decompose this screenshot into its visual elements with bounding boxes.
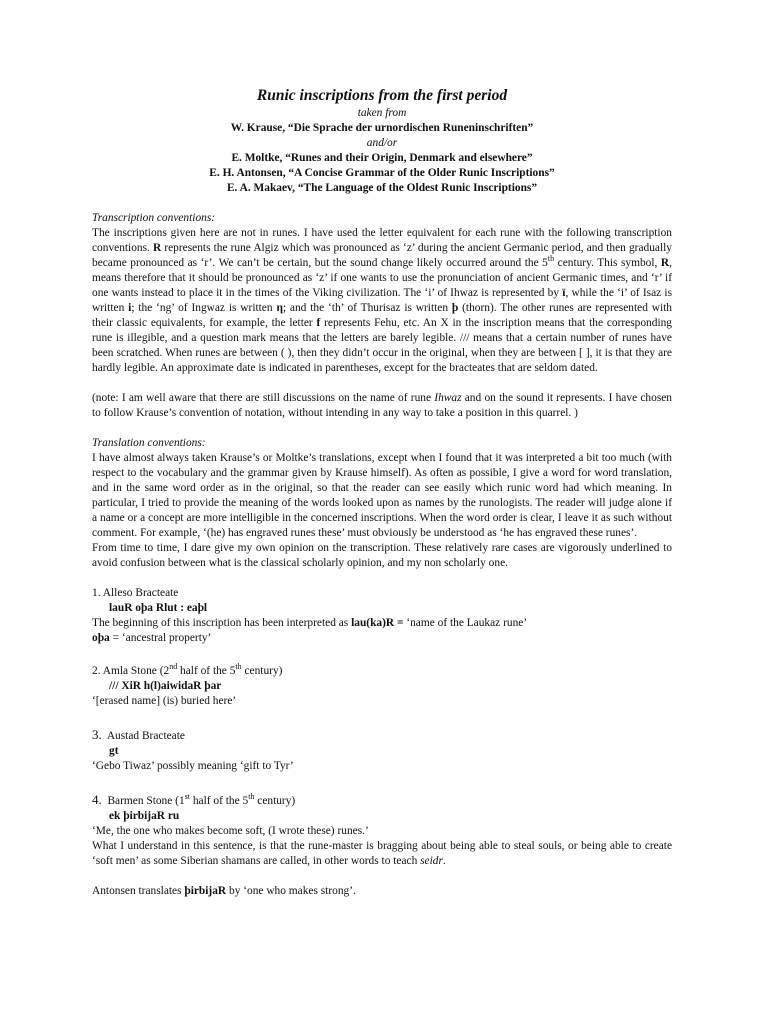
- transcription-heading: Transcription conventions:: [92, 212, 216, 224]
- text-run: (note: I am well aware that there are still discussions on the name of rune: [92, 392, 435, 404]
- item-4-line-3: [92, 884, 672, 899]
- text-run: and on the sound it represents. I have chosen to follow Krause’s convention of notation, without intending in any way to take a position in this quarrel. ): [92, 392, 672, 419]
- taken-from: taken from: [357, 107, 407, 119]
- text-run: , means therefore that it should be pronounced as ‘z’ if one wants to use the pronunciation of ancient Germanic times, and ‘r’ if one wants instead to place it in the times of the Viking civilization. The ‘i’ of Ihwaz is represented by: [92, 257, 672, 299]
- reference-antonsen: E. H. Antonsen, “A Concise Grammar of the Older Runic Inscriptions”: [209, 167, 555, 179]
- superscript: th: [248, 792, 255, 801]
- text-run: = ‘ancestral property’: [109, 632, 212, 644]
- item-1-title: 1. Alleso Bracteate: [92, 587, 179, 599]
- runic-word: oþa: [92, 632, 110, 644]
- text-run: half of the 5: [189, 795, 249, 807]
- text-run: Austad Bracteate: [106, 730, 185, 742]
- text-run: ; and the ‘th’ of Thurisaz is written: [282, 302, 452, 314]
- reference-moltke: E. Moltke, “Runes and their Origin, Denmark and elsewhere”: [231, 152, 533, 164]
- text-run: .: [442, 855, 446, 867]
- symbol-r: R: [660, 257, 670, 269]
- item-4-line: ‘Me, the one who makes become soft, (I wrote these) runes.’: [92, 825, 369, 837]
- item-1-line: [92, 616, 672, 631]
- text-run: What I understand in this sentence, is that the rune-master is bragging about being able to steal souls, or being able to create ‘soft men’ as some Siberian shamans are called, in other words to teach: [92, 840, 672, 867]
- superscript: th: [547, 254, 555, 263]
- reference-krause: W. Krause, “Die Sprache der urnordischen Runeninschriften”: [230, 122, 534, 134]
- symbol-eta: η: [276, 302, 283, 314]
- rune-name: Ihwaz: [434, 392, 462, 404]
- text-run: by ‘one who makes strong’.: [226, 885, 356, 897]
- superscript: st: [184, 792, 190, 801]
- text-run: represents the rune Algiz which was pronounced as ‘z’ during the ancient Germanic period, and then gradually became pronounced as ‘r’. We can’t be certain, but the sound change likely occurred around the 5: [92, 242, 672, 269]
- symbol-f: f: [316, 317, 321, 329]
- text-run: century. This symbol,: [554, 257, 661, 269]
- document-page: [92, 86, 672, 899]
- text-run: century): [254, 795, 296, 807]
- and-or: and/or: [366, 137, 398, 149]
- item-4-inscription: ek þirbijaR ru: [109, 810, 180, 822]
- note-paragraph: [92, 391, 672, 421]
- item-3-inscription: gt: [109, 745, 119, 757]
- item-1-inscription: lauR oþa Rlut : eaþl: [109, 602, 208, 614]
- document-title: Runic inscriptions from the first period: [256, 87, 508, 104]
- text-run: Barmen Stone (1: [107, 795, 185, 807]
- reference-makaev: E. A. Makaev, “The Language of the Oldest Runic Inscriptions”: [226, 182, 538, 194]
- item-3-line: ‘Gebo Tiwaz’ possibly meaning ‘gift to Tyr’: [92, 760, 294, 772]
- symbol-thorn: þ: [451, 302, 459, 314]
- term: seidr: [420, 855, 443, 867]
- runic-word: þirbijaR: [184, 885, 227, 897]
- text-run: Antonsen translates: [92, 885, 185, 897]
- text-run: The beginning of this inscription has been interpreted as: [92, 617, 352, 629]
- text-run: ; the ‘ng’ of Ingwaz is written: [131, 302, 277, 314]
- translation-heading: Translation conventions:: [92, 437, 206, 449]
- item-2-inscription: /// XiR h(l)aiwidaR þar: [109, 680, 222, 692]
- item-4-paragraph: [92, 839, 672, 869]
- text-run: represents Fehu, etc. An X in the inscription means that the corresponding rune is illegible, and a question mark means that the letters are barely legible. /// means that a certain number of runes have been scratched. When runes are between ( ), then they didn’t occur in the original, when they are between [ ], it is that they are hardly legible. An approximate date is indicated in parentheses, except for the bracteates that are seldom dated.: [92, 317, 672, 374]
- item-2-line: ‘[erased name] (is) buried here’: [92, 695, 237, 707]
- item-number: 4.: [92, 792, 102, 807]
- item-2-title: [92, 664, 672, 679]
- translation-paragraph: I have almost always taken Krause’s or Moltke’s translations, except when I found that it was interpreted a bit too much (with respect to the vocabulary and the grammar given by Krause himself). As often as possible, I give a word for word translation, and in the same word order as in the original, so that the reader can see easily which runic word had which meaning. In particular, I tried to provide the meaning of the words looked upon as names by the runologists. The reader will judge alone if a name or a concept are more intelligible in the concerned inscriptions. When the word order is clear, I leave it as such without comment. For example, ‘(he) has engraved runes these’ must obviously be understood as ‘he has engraved these runes’.: [92, 452, 672, 539]
- superscript: th: [235, 662, 242, 671]
- symbol-i-umlaut: ï: [562, 287, 566, 299]
- translation-paragraph-2: From time to time, I dare give my own opinion on the transcription. These relatively rare cases are vigorously underlined to avoid confusion between what is the classical scholarly opinion, and my non scholarly one.: [92, 542, 672, 569]
- item-number: 3.: [92, 727, 102, 742]
- text-run: 2. Amla Stone (2: [92, 665, 170, 677]
- text-run: ‘name of the Laukaz rune’: [406, 617, 528, 629]
- symbol-i: i: [128, 302, 132, 314]
- transcription-paragraph: [92, 226, 672, 376]
- item-3-title: [92, 727, 672, 744]
- text-run: The inscriptions given here are not in runes. I have used the letter equivalent for each rune with the following transcription conventions.: [92, 227, 672, 254]
- item-4-title: [92, 792, 672, 809]
- text-run: century): [241, 665, 283, 677]
- item-1-line-2: [92, 631, 672, 646]
- text-run: half of the 5: [177, 665, 236, 677]
- symbol-r: R: [153, 242, 162, 254]
- runic-word: lau(ka)R =: [351, 617, 407, 629]
- superscript: nd: [169, 662, 178, 671]
- text-run: (thorn). The other runes are represented with their classic equivalents, for example, the letter: [92, 302, 672, 329]
- text-run: , while the ‘i’ of Isaz is written: [92, 287, 673, 314]
